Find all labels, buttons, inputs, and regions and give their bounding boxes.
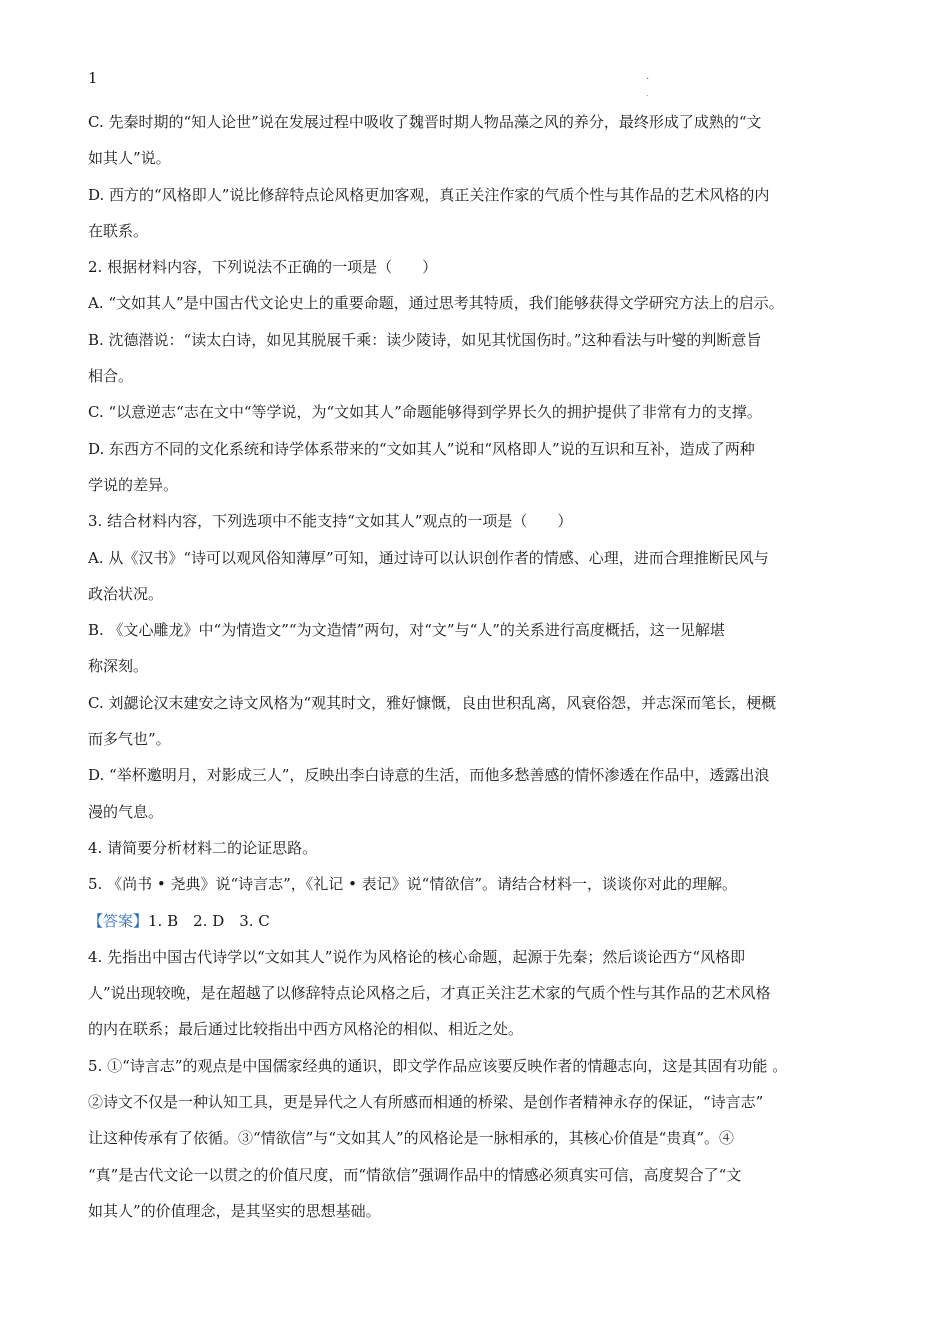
question-line: 2. 根据材料内容，下列说法不正确的一项是（ ） — [88, 258, 438, 277]
answer-line: ②诗文不仅是一种认知工具，更是异代之人有所感而相通的桥梁、是创作者精神永存的保证，“诗言志” — [88, 1093, 764, 1112]
question-line: 5. 《尚书 • 尧典》说“诗言志”，《礼记 • 表记》说“情欲信”。请结合材料一，谈谈你对此的理解。 — [88, 875, 738, 894]
question-line: 4. 请简要分析材料二的论证思路。 — [88, 838, 318, 857]
option-line: C. 先秦时期的“知人论世”说在发展过程中吸收了魏晋时期人物品藻之风的养分，最终形成了成熟的“文 — [88, 113, 762, 131]
option-line: D. “举杯邀明月，对影成三人”，反映出李白诗意的生活，而他多愁善感的情怀渗透在作品中，透露出浪 — [88, 766, 770, 785]
question-line: 3. 结合材料内容，下列选项中不能支持“文如其人”观点的一项是（ ） — [88, 512, 573, 531]
option-line: C. 刘勰论汉末建安之诗文风格为“观其时文，雅好慷慨，良由世积乱离，风衰俗怨，并志深而笔长，梗概 — [88, 693, 777, 712]
answer-line: 如其人”的价值理念，是其坚实的思想基础。 — [88, 1201, 381, 1220]
option-line: 漫的气息。 — [88, 802, 164, 821]
answer-line: 4. 先指出中国古代诗学以“文如其人”说作为风格论的核心命题，起源于先秦；然后谈论西方“风格即 — [88, 947, 746, 966]
option-line: 相合。 — [88, 367, 134, 386]
option-line: B. 《文心雕龙》中“为情造文”“为文造情”两句，对“文”与“人”的关系进行高度概括，这一见解堪 — [88, 621, 725, 640]
option-line: 在联系。 — [88, 221, 149, 240]
option-line: 如其人”说。 — [88, 149, 171, 168]
document-body — [88, 104, 866, 1229]
option-line: 称深刻。 — [88, 657, 149, 676]
answer-line: 5. ①“诗言志”的观点是中国儒家经典的通识，即文学作品应该要反映作者的情趣志向，这是其固有功能 。 — [88, 1056, 788, 1075]
option-line: A. “文如其人”是中国古代文论史上的重要命题，通过思考其特质，我们能够获得文学研究方法上的启示。 — [88, 294, 784, 313]
answer-tag: 【答案】 — [88, 911, 149, 930]
scan-mark: . — [646, 71, 650, 82]
answer-line: 让这种传承有了依循。③“情欲信”与“文如其人”的风格论是一脉相承的，其核心价值是“贵真”。④ — [88, 1129, 735, 1148]
option-line: D. 东西方不同的文化系统和诗学体系带来的“文如其人”说和“风格即人”说的互识和互补，造成了两种 — [88, 439, 755, 458]
page-number: 1 — [88, 69, 98, 87]
option-line: C. “以意逆志“志在文中“等学说，为“文如其人”命题能够得到学界长久的拥护提供了非常有力的支撑。 — [88, 403, 762, 422]
option-line: B. 沈德潜说：“读太白诗，如见其脱展千乘：读少陵诗，如见其忧国伤时。”这种看法与叶燮的判断意旨 — [88, 330, 762, 349]
answer-line: “真”是古代文论一以贯之的价值尺度，而“情欲信”强调作品中的情感必须真实可信，高度契合了“文 — [88, 1165, 742, 1184]
scan-mark: . — [646, 89, 649, 98]
answer-key-line — [88, 903, 866, 939]
answer-line: 的内在联系；最后通过比较指出中西方风格沦的相似、相近之处。 — [88, 1020, 524, 1039]
option-line: 而多气也”。 — [88, 730, 171, 749]
option-line: 学说的差异。 — [88, 475, 179, 494]
answer-line: 人”说出现较晚，是在超越了以修辞特点论风格之后，才真正关注艺术家的气质个性与其作品的艺术风格 — [88, 984, 771, 1003]
option-line: D. 西方的“风格即人”说比修辞特点论风格更加客观，真正关注作家的气质个性与其作品的艺术风格的内 — [88, 185, 770, 204]
option-line: 政治状况。 — [88, 584, 164, 603]
answer-choices: 1. B 2. D 3. C — [148, 911, 270, 930]
option-line: A. 从《汉书》“诗可以观风俗知薄厚”可知，通过诗可以认识创作者的情感、心理，进而合理推断民风与 — [88, 548, 769, 567]
